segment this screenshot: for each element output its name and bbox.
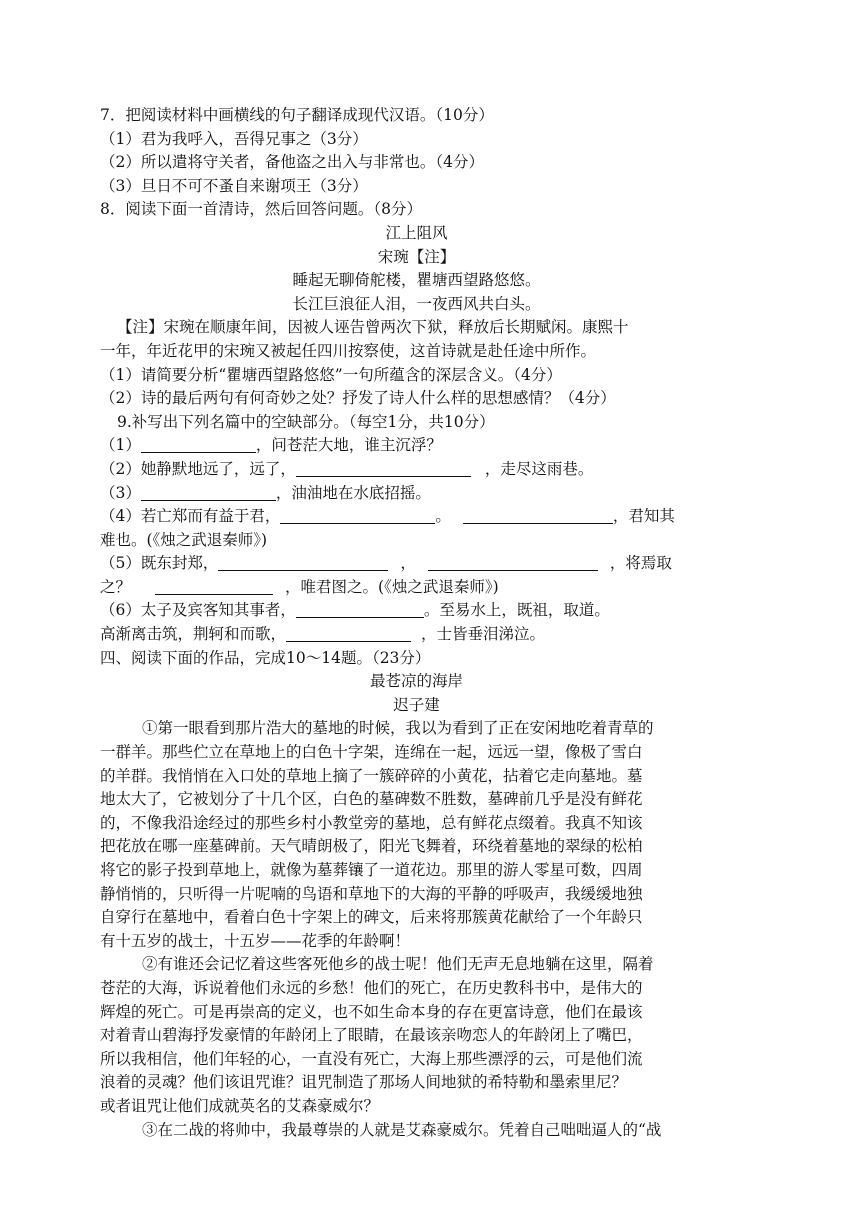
- paragraph-2-line: 辉煌的死亡。可是再崇高的定义，也不如生命本身的存在更富诗意，他们在最该: [100, 1002, 643, 1021]
- q9-title: 9.补写出下列名篇中的空缺部分。（每空1分，共10分）: [117, 412, 495, 431]
- paragraph-1-line: 一群羊。那些伫立在草地上的白色十字架，连绵在一起，远远一望，像极了雪白: [100, 743, 643, 762]
- paragraph-1-line: 有十五岁的战士，十五岁——花季的年龄啊！: [100, 931, 411, 950]
- q8-item-1: （1）请简要分析“瞿塘西望路悠悠”一句所蕴含的深层含义。（4分）: [100, 365, 562, 384]
- fill-blank[interactable]: [463, 507, 613, 524]
- q9-line-5-end: ，将焉取: [609, 554, 672, 573]
- paragraph-1-line: 地太大了，它被划分了十几个区，白色的墓碑数不胜数，墓碑前几乎是没有鲜花: [100, 790, 643, 809]
- paragraph-2-line: 所以我相信，他们年轻的心，一直没有死亡，大海上那些漂浮的云，可是他们流: [100, 1049, 643, 1068]
- q9-line-4-text: （4）若亡郑而有益于君，: [100, 507, 281, 526]
- q9-line-5-cont: [100, 576, 733, 600]
- q9-line-6: [100, 599, 733, 623]
- poem-note-line-2: 一年，年近花甲的宋琬又被起任四川按察使，这首诗就是赴任途中所作。: [100, 341, 597, 360]
- q9-line-1-text: ，问苍茫大地，谁主沉浮？: [255, 436, 442, 455]
- q9-line-1: [100, 434, 733, 458]
- paragraph-3-line: ③在二战的将帅中，我最尊崇的人就是艾森豪威尔。凭着自己咄咄逼人的“战: [142, 1120, 662, 1139]
- q9-line-4: [100, 505, 733, 529]
- paragraph-1-line: ①第一眼看到那片浩大的墓地的时候，我以为看到了正在安闲地吃着青草的: [142, 719, 654, 738]
- document-page: [100, 104, 733, 1142]
- fill-blank[interactable]: [286, 625, 411, 642]
- q9-line-5-start: 之？: [100, 577, 132, 596]
- q9-line-5-mid: ，: [400, 554, 416, 573]
- paragraph-2-line: 苍茫的大海，诉说着他们永远的乡愁！他们的死亡，在历史教科书中，是伟大的: [100, 978, 643, 997]
- q8-item-2: （2）诗的最后两句有何奇妙之处？抒发了诗人什么样的思想感情？（4分）: [100, 389, 616, 408]
- paragraph-1-line: 将它的影子投到草地上，就像为墓葬镶了一道花边。那里的游人零星可数，四周: [100, 861, 643, 879]
- q9-line-4-end: ，君知其: [612, 507, 675, 526]
- paragraph-2-line: 浪着的灵魂？他们该诅咒谁？诅咒制造了那场人间地狱的希特勒和墨索里尼？: [100, 1073, 628, 1092]
- q7-item-1: （1）君为我呼入，吾得兄事之（3分）: [100, 129, 368, 148]
- q9-line-2-end: ，走尽这雨巷。: [484, 459, 594, 478]
- fill-blank[interactable]: [428, 554, 598, 571]
- q9-line-6-cont: [100, 623, 733, 647]
- article-author: 迟子建: [393, 695, 440, 714]
- section-4-heading: 四、阅读下面的作品，完成10～14题。（23分）: [100, 648, 431, 667]
- q9-line-1-prefix: （1）: [100, 436, 141, 455]
- q7-item-3: （3）旦日不可不蚤自来谢项王（3分）: [100, 176, 368, 195]
- q9-line-5-text: （5）既东封郑，: [100, 554, 219, 573]
- q9-line-6-end: 。至易水上，既祖，取道。: [423, 601, 610, 620]
- q7-title: 7．把阅读材料中画横线的句子翻译成现代汉语。（10分）: [100, 106, 494, 124]
- q9-line-3-text: ，油油地在水底招摇。: [275, 483, 431, 502]
- poem-title: 江上阻风: [385, 223, 448, 242]
- q9-line-3: [100, 482, 733, 506]
- q9-line-6-text: （6）太子及宾客知其事者，: [100, 601, 296, 620]
- paragraph-2-line: 或者诅咒让他们成就英名的艾森豪威尔？: [100, 1096, 380, 1115]
- q9-line-2-text: （2）她静默地远了，远了，: [100, 459, 296, 478]
- paragraph-2-line: 对着青山碧海抒发豪情的年龄闭上了眼睛，在最该亲吻恋人的年龄闭上了嘴巴，: [100, 1026, 643, 1045]
- paragraph-2-line: ②有谁还会记忆着这些客死他乡的战士呢！他们无声无息地躺在这里，隔着: [142, 955, 654, 974]
- fill-blank[interactable]: [218, 554, 388, 571]
- q9-line-4-cont: 难也。(《烛之武退秦师》): [100, 530, 268, 549]
- fill-blank[interactable]: [141, 436, 256, 453]
- q9-line-5: [100, 552, 733, 576]
- q9-line-3-prefix: （3）: [100, 483, 141, 502]
- fill-blank[interactable]: [280, 507, 435, 524]
- poem-author: 宋琬【注】: [377, 247, 456, 266]
- q9-line-4-mid: 。: [435, 507, 451, 526]
- q9-line-6-tail: ，士皆垂泪涕泣。: [421, 625, 546, 644]
- q9-line-6-start: 高渐离击筑，荆轲和而歌，: [100, 625, 287, 644]
- q9-line-2: [100, 458, 733, 482]
- q7-item-2: （2）所以遣将守关者，备他盗之出入与非常也。（4分）: [100, 153, 484, 172]
- article-title: 最苍凉的海岸: [369, 672, 463, 691]
- fill-blank[interactable]: [155, 578, 273, 595]
- paragraph-1-line: 自穿行在墓地中，看着白色十字架上的碑文，后来将那簇黄花献给了一个年龄只: [100, 908, 643, 927]
- fill-blank[interactable]: [296, 460, 471, 477]
- paragraph-1-line: 的，不像我沿途经过的那些乡村小教堂旁的墓地，总有鲜花点缀着。我真不知该: [100, 813, 643, 832]
- fill-blank[interactable]: [141, 484, 276, 501]
- poem-line-1: 睡起无聊倚舵楼，瞿塘西望路悠悠。: [292, 271, 541, 290]
- q8-title: 8．阅读下面一首清诗，然后回答问题。（8分）: [100, 200, 422, 219]
- paragraph-1-line: 静悄悄的，只听得一片呢喃的鸟语和草地下的大海的平静的呼吸声，我缓缓地独: [100, 884, 643, 903]
- q9-line-5-tail: ，唯君图之。(《烛之武退秦师》): [285, 577, 499, 596]
- poem-note-line-1: 【注】宋琬在顺康年间，因被人诬告曾两次下狱，释放后长期赋闲。康熙十: [117, 318, 629, 337]
- fill-blank[interactable]: [296, 601, 424, 618]
- paragraph-1-line: 把花放在哪一座墓碑前。天气晴朗极了，阳光飞舞着，环绕着墓地的翠绿的松柏: [100, 837, 643, 856]
- poem-line-2: 长江巨浪征人泪，一夜西风共白头。: [292, 294, 541, 313]
- paragraph-1-line: 的羊群。我悄悄在入口处的草地上摘了一簇碎碎的小黄花，拈着它走向墓地。墓: [100, 766, 643, 785]
